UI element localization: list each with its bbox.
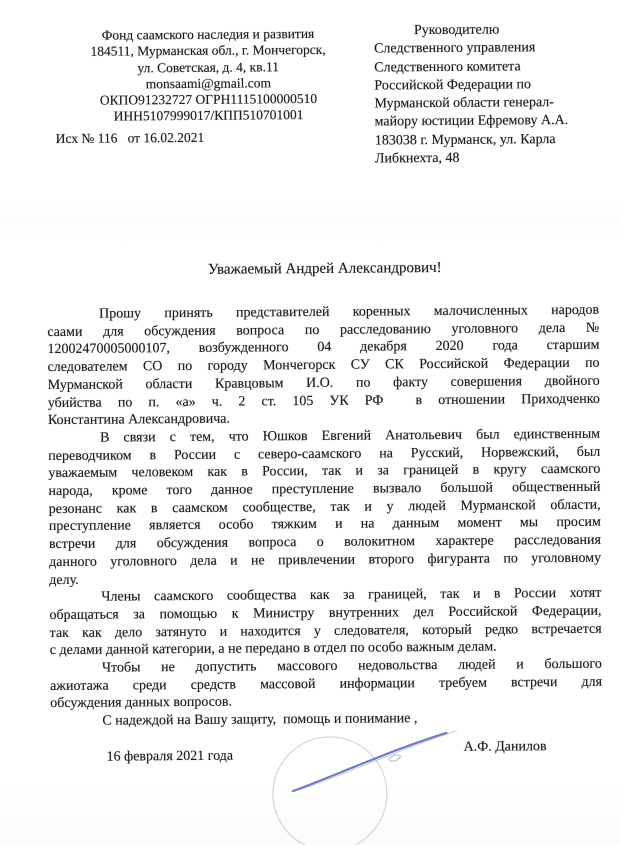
recipient-block	[374, 21, 617, 169]
recipient-line: Мурманской области генерал-	[374, 95, 554, 112]
body-line: данного уголовного дела и не привлечении второго фигуранта по уголовному	[49, 550, 602, 570]
signer-name: А.Ф. Данилов	[463, 739, 547, 755]
sender-registry-codes: ОКПО91232727 ОГРН1115100000510	[99, 91, 318, 108]
recipient-line: майору юстиции Ефремову А.А.	[374, 113, 569, 130]
recipient-line: Следственного комитета	[374, 58, 521, 76]
body-line: следователем СО по городу Мончегорск СУ СК Российской Федерации по	[47, 355, 600, 376]
body-line: народа, кроме того данное преступление вызвало большой общественный	[48, 479, 601, 500]
sender-org-name: Фонд саамского наследия и развития	[101, 25, 315, 43]
body-line: Константина Александровича.	[47, 411, 231, 429]
body-line: ажиотажа среди средств массовой информации требуем встречи для	[50, 674, 603, 694]
body-line: с делами данной категории, а не передано в отдел по особо важным делам.	[49, 639, 497, 659]
body-line: Чтобы не допустить массового недовольства людей и большого	[101, 656, 602, 676]
recipient-line: Следственного управления	[374, 40, 536, 57]
recipient-address-line: Либкнехта, 48	[374, 150, 460, 167]
sender-email: monsaami@gmail.com	[145, 75, 272, 92]
sender-address-line: 184511, Мурманская обл., г. Мончегорск,	[90, 42, 326, 60]
body-line: Мурманской области Кравцовым И.О. по факту совершения двойного	[47, 373, 600, 393]
body-line: переводчиком в России с северо-саамского на Русский, Норвежский, был	[48, 444, 601, 464]
body-line: обращаться за помощью к Министру внутренних дел Российской Федерации,	[49, 603, 602, 624]
body-line: обсуждения данных вопросов.	[50, 695, 233, 712]
body-line: саами для обсуждения вопроса по расследованию уголовного дела №	[47, 320, 600, 340]
pen-flourish-icon	[389, 755, 401, 761]
pen-signature-hairline-icon	[298, 731, 456, 790]
sender-tax-codes: ИНН5107999017/КПП510701001	[113, 107, 304, 125]
body-line: встречи для обсуждения вопроса о волокитном характере расследования	[48, 532, 601, 553]
salutation: Уважаемый Андрей Александрович!	[207, 259, 442, 278]
recipient-address-line: 183038 г. Мурманск, ул. Карла	[374, 131, 556, 149]
body-line: преступление является особо тяжким и на данным момент мы просим	[48, 515, 601, 535]
body-line: В связи с тем, что Юшков Евгений Анатольевич был единственным	[100, 426, 601, 446]
body-line: Члены саамского сообщества как за границей, так и в России хотят	[101, 585, 602, 605]
closing-line: С надеждой на Вашу защиту, помощь и понимание ,	[102, 711, 418, 729]
body-line: Прошу принять представителей коренных малочисленных народов	[99, 302, 600, 322]
letter-date: 16 февраля 2021 года	[106, 748, 234, 765]
outgoing-ref-line: Исх № 116 от 16.02.2021	[55, 129, 205, 146]
sender-block	[49, 26, 368, 148]
body-line: убийства по п. «а» ч. 2 ст. 105 УК РФ в отношении Приходченко	[47, 391, 600, 411]
recipient-line: Российской Федерации по	[374, 77, 532, 94]
body-line: уважаемым человеком как в России, так и за границей в кругу саамского	[48, 462, 601, 482]
letter-body	[47, 302, 602, 731]
body-line: делу.	[49, 572, 79, 588]
body-line: резонанс как в саамском сообществе, так и у людей Мурманской области,	[48, 497, 601, 517]
body-line: так как дело затянуто и находится у следователя, который редко встречается	[49, 621, 602, 641]
body-line: 12002470005000107, возбужденного 04 декабря 2020 года старшим	[47, 338, 600, 358]
recipient-line: Руководителю	[413, 22, 500, 39]
sender-address-line: ул. Советская, д. 4, кв.11	[137, 58, 279, 75]
signature	[242, 687, 473, 845]
round-stamp-outline-icon	[272, 736, 387, 845]
pen-signature-icon	[292, 733, 446, 791]
letterhead	[0, 0, 617, 167]
